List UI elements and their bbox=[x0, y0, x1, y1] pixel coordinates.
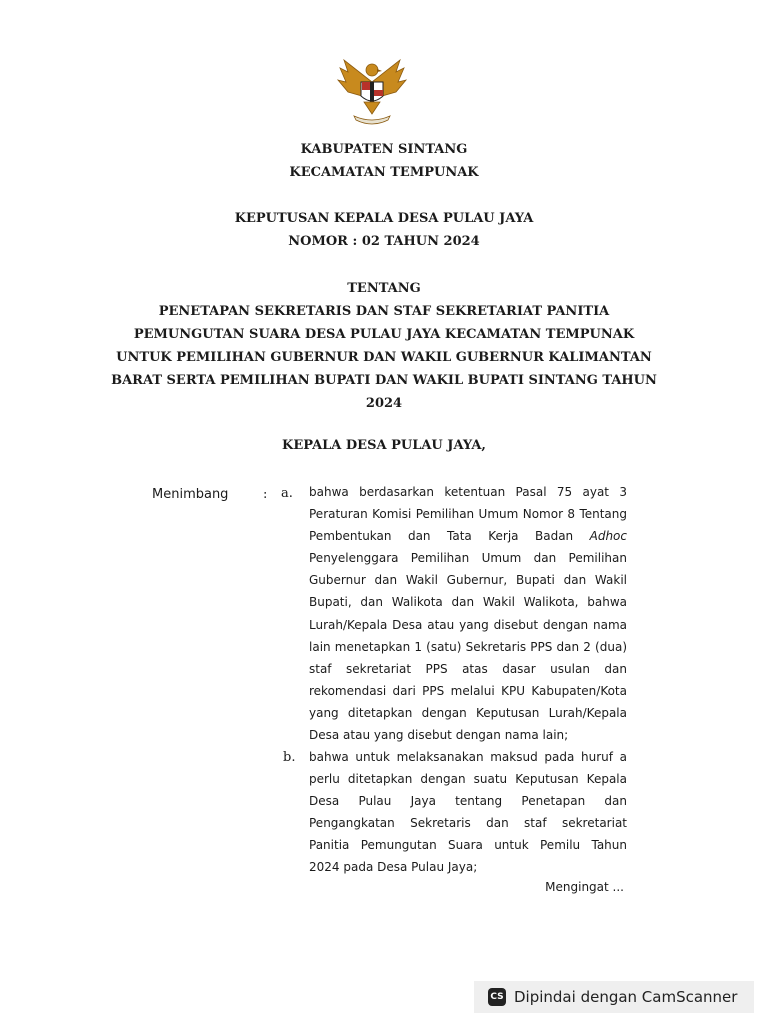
item-line: staf sekretariat PPS atas dasar usulan dan bbox=[309, 661, 627, 676]
subject-line: PEMUNGUTAN SUARA DESA PULAU JAYA KECAMATAN TEMPUNAK bbox=[133, 327, 635, 342]
item-line: Desa Pulau Jaya tentang Penetapan dan bbox=[309, 794, 627, 809]
subject-line: 2024 bbox=[365, 396, 403, 411]
item-line: Penyelenggara Pemilihan Umum dan Pemilihan bbox=[309, 551, 627, 566]
menimbang-colon: : bbox=[263, 487, 268, 502]
item-a-text bbox=[309, 481, 627, 746]
item-line: Gubernur dan Wakil Gubernur, Bupati dan Wakil bbox=[309, 573, 627, 588]
district-name: KECAMATAN TEMPUNAK bbox=[289, 165, 479, 180]
item-line: Peraturan Komisi Pemilihan Umum Nomor 8 Tentang bbox=[309, 507, 627, 522]
item-line: yang ditetapkan dengan Keputusan Lurah/Kepala bbox=[309, 705, 627, 720]
item-line: Lurah/Kepala Desa atau yang disebut dengan nama bbox=[309, 617, 627, 632]
item-line: bahwa berdasarkan ketentuan Pasal 75 ayat 3 bbox=[309, 485, 627, 499]
decree-number: NOMOR : 02 TAHUN 2024 bbox=[288, 234, 480, 249]
subject-block bbox=[0, 277, 768, 415]
item-b-text bbox=[309, 746, 627, 879]
subject-line: BARAT SERTA PEMILIHAN BUPATI DAN WAKIL BUPATI SINTANG TAHUN bbox=[111, 373, 657, 388]
authority-line: KEPALA DESA PULAU JAYA, bbox=[282, 438, 486, 453]
garuda-emblem-icon bbox=[334, 52, 410, 128]
regency-name: KABUPATEN SINTANG bbox=[300, 142, 468, 157]
item-line: Panitia Pemungutan Suara untuk Pemilu Tahun bbox=[309, 838, 627, 853]
camscanner-badge bbox=[474, 981, 754, 1013]
item-line: Pembentukan dan Tata Kerja Badan Adhoc bbox=[309, 529, 627, 544]
item-line: bahwa untuk melaksanakan maksud pada huruf a bbox=[309, 750, 627, 764]
decree-title: KEPUTUSAN KEPALA DESA PULAU JAYA bbox=[234, 211, 534, 226]
subject-line: PENETAPAN SEKRETARIS DAN STAF SEKRETARIAT PANITIA bbox=[158, 304, 610, 319]
item-line: Desa atau yang disebut dengan nama lain; bbox=[309, 728, 569, 743]
header-block bbox=[0, 138, 768, 184]
next-page-catchword: Mengingat ... bbox=[545, 880, 624, 894]
menimbang-label: Menimbang bbox=[152, 487, 229, 502]
item-line: Pengangkatan Sekretaris dan staf sekretariat bbox=[309, 816, 627, 831]
camscanner-label: Dipindai dengan CamScanner bbox=[514, 988, 738, 1006]
subject-line: UNTUK PEMILIHAN GUBERNUR DAN WAKIL GUBERNUR KALIMANTAN bbox=[116, 350, 652, 365]
subject-label: TENTANG bbox=[347, 281, 421, 296]
item-line: Bupati, dan Walikota dan Wakil Walikota, bahwa bbox=[309, 595, 627, 610]
item-a-letter: a. bbox=[281, 486, 293, 501]
item-line: lain menetapkan 1 (satu) Sekretaris PPS dan 2 (dua) bbox=[309, 639, 627, 654]
item-line: perlu ditetapkan dengan suatu Keputusan Kepala bbox=[309, 772, 627, 787]
item-b-letter: b. bbox=[283, 750, 296, 765]
item-line: 2024 pada Desa Pulau Jaya; bbox=[309, 860, 478, 875]
camscanner-logo-icon: CS bbox=[488, 988, 506, 1006]
decree-block bbox=[0, 207, 768, 253]
item-line: rekomendasi dari PPS melalui KPU Kabupaten/Kota bbox=[309, 683, 627, 698]
